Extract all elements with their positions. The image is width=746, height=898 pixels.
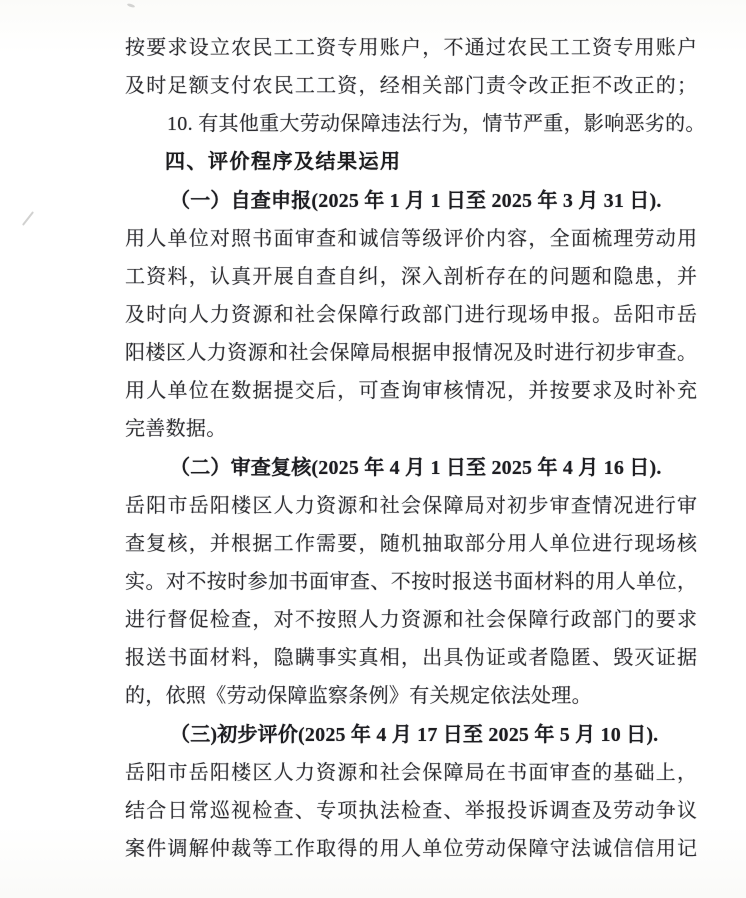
subsection-heading-self-declaration: （一）自查申报(2025 年 1 月 1 日至 2025 年 3 月 31 日).: [170, 189, 662, 212]
text-line: 的，依照《劳动保障监察条例》有关规定依法处理。: [125, 685, 592, 708]
text-line: 报送书面材料，隐瞒事实真相，出具伪证或者隐匿、毁灭证据: [125, 647, 697, 670]
document-text-column: [125, 29, 706, 868]
subsection-heading-review: （二）审查复核(2025 年 4 月 1 日至 2025 年 4 月 16 日).: [170, 456, 662, 479]
subsection-heading-initial-evaluation: （三)初步评价(2025 年 4 月 17 日至 2025 年 5 月 10 日).: [170, 723, 659, 746]
section-heading: 四、评价程序及结果运用: [165, 151, 402, 174]
list-item-10: 10. 有其他重大劳动保障违法行为，情节严重，影响恶劣的。: [167, 113, 706, 136]
text-line: 岳阳市岳阳楼区人力资源和社会保障局在书面审查的基础上，: [125, 761, 697, 784]
text-line: 及时向人力资源和社会保障行政部门进行现场申报。岳阳市岳: [125, 303, 697, 326]
text-line: 用人单位在数据提交后，可查询审核情况，并按要求及时补充: [125, 380, 697, 403]
text-line: 用人单位对照书面审查和诚信等级评价内容，全面梳理劳动用: [125, 227, 697, 250]
text-line: 结合日常巡视检查、专项执法检查、举报投诉调查及劳动争议: [125, 799, 697, 822]
text-line: 案件调解仲裁等工作取得的用人单位劳动保障守法诚信信用记: [125, 837, 697, 860]
text-line: 工资料，认真开展自查自纠，深入剖析存在的问题和隐患，并: [125, 265, 697, 288]
text-line: 完善数据。: [125, 418, 227, 441]
scan-speck: [127, 3, 136, 8]
text-line: 阳楼区人力资源和社会保障局根据申报情况及时进行初步审查。: [125, 342, 697, 365]
text-line: 实。对不按时参加书面审查、不按时报送书面材料的用人单位，: [125, 570, 697, 593]
text-line: 及时足额支付农民工工资，经相关部门责令改正拒不改正的；: [125, 75, 697, 98]
scan-mark: [22, 211, 34, 226]
text-line: 岳阳市岳阳楼区人力资源和社会保障局对初步审查情况进行审: [125, 494, 697, 517]
text-line: 查复核，并根据工作需要，随机抽取部分用人单位进行现场核: [125, 532, 697, 555]
text-line: 进行督促检查，对不按照人力资源和社会保障行政部门的要求: [125, 609, 697, 632]
text-line: 按要求设立农民工工资专用账户，不通过农民工工资专用账户: [125, 37, 697, 59]
